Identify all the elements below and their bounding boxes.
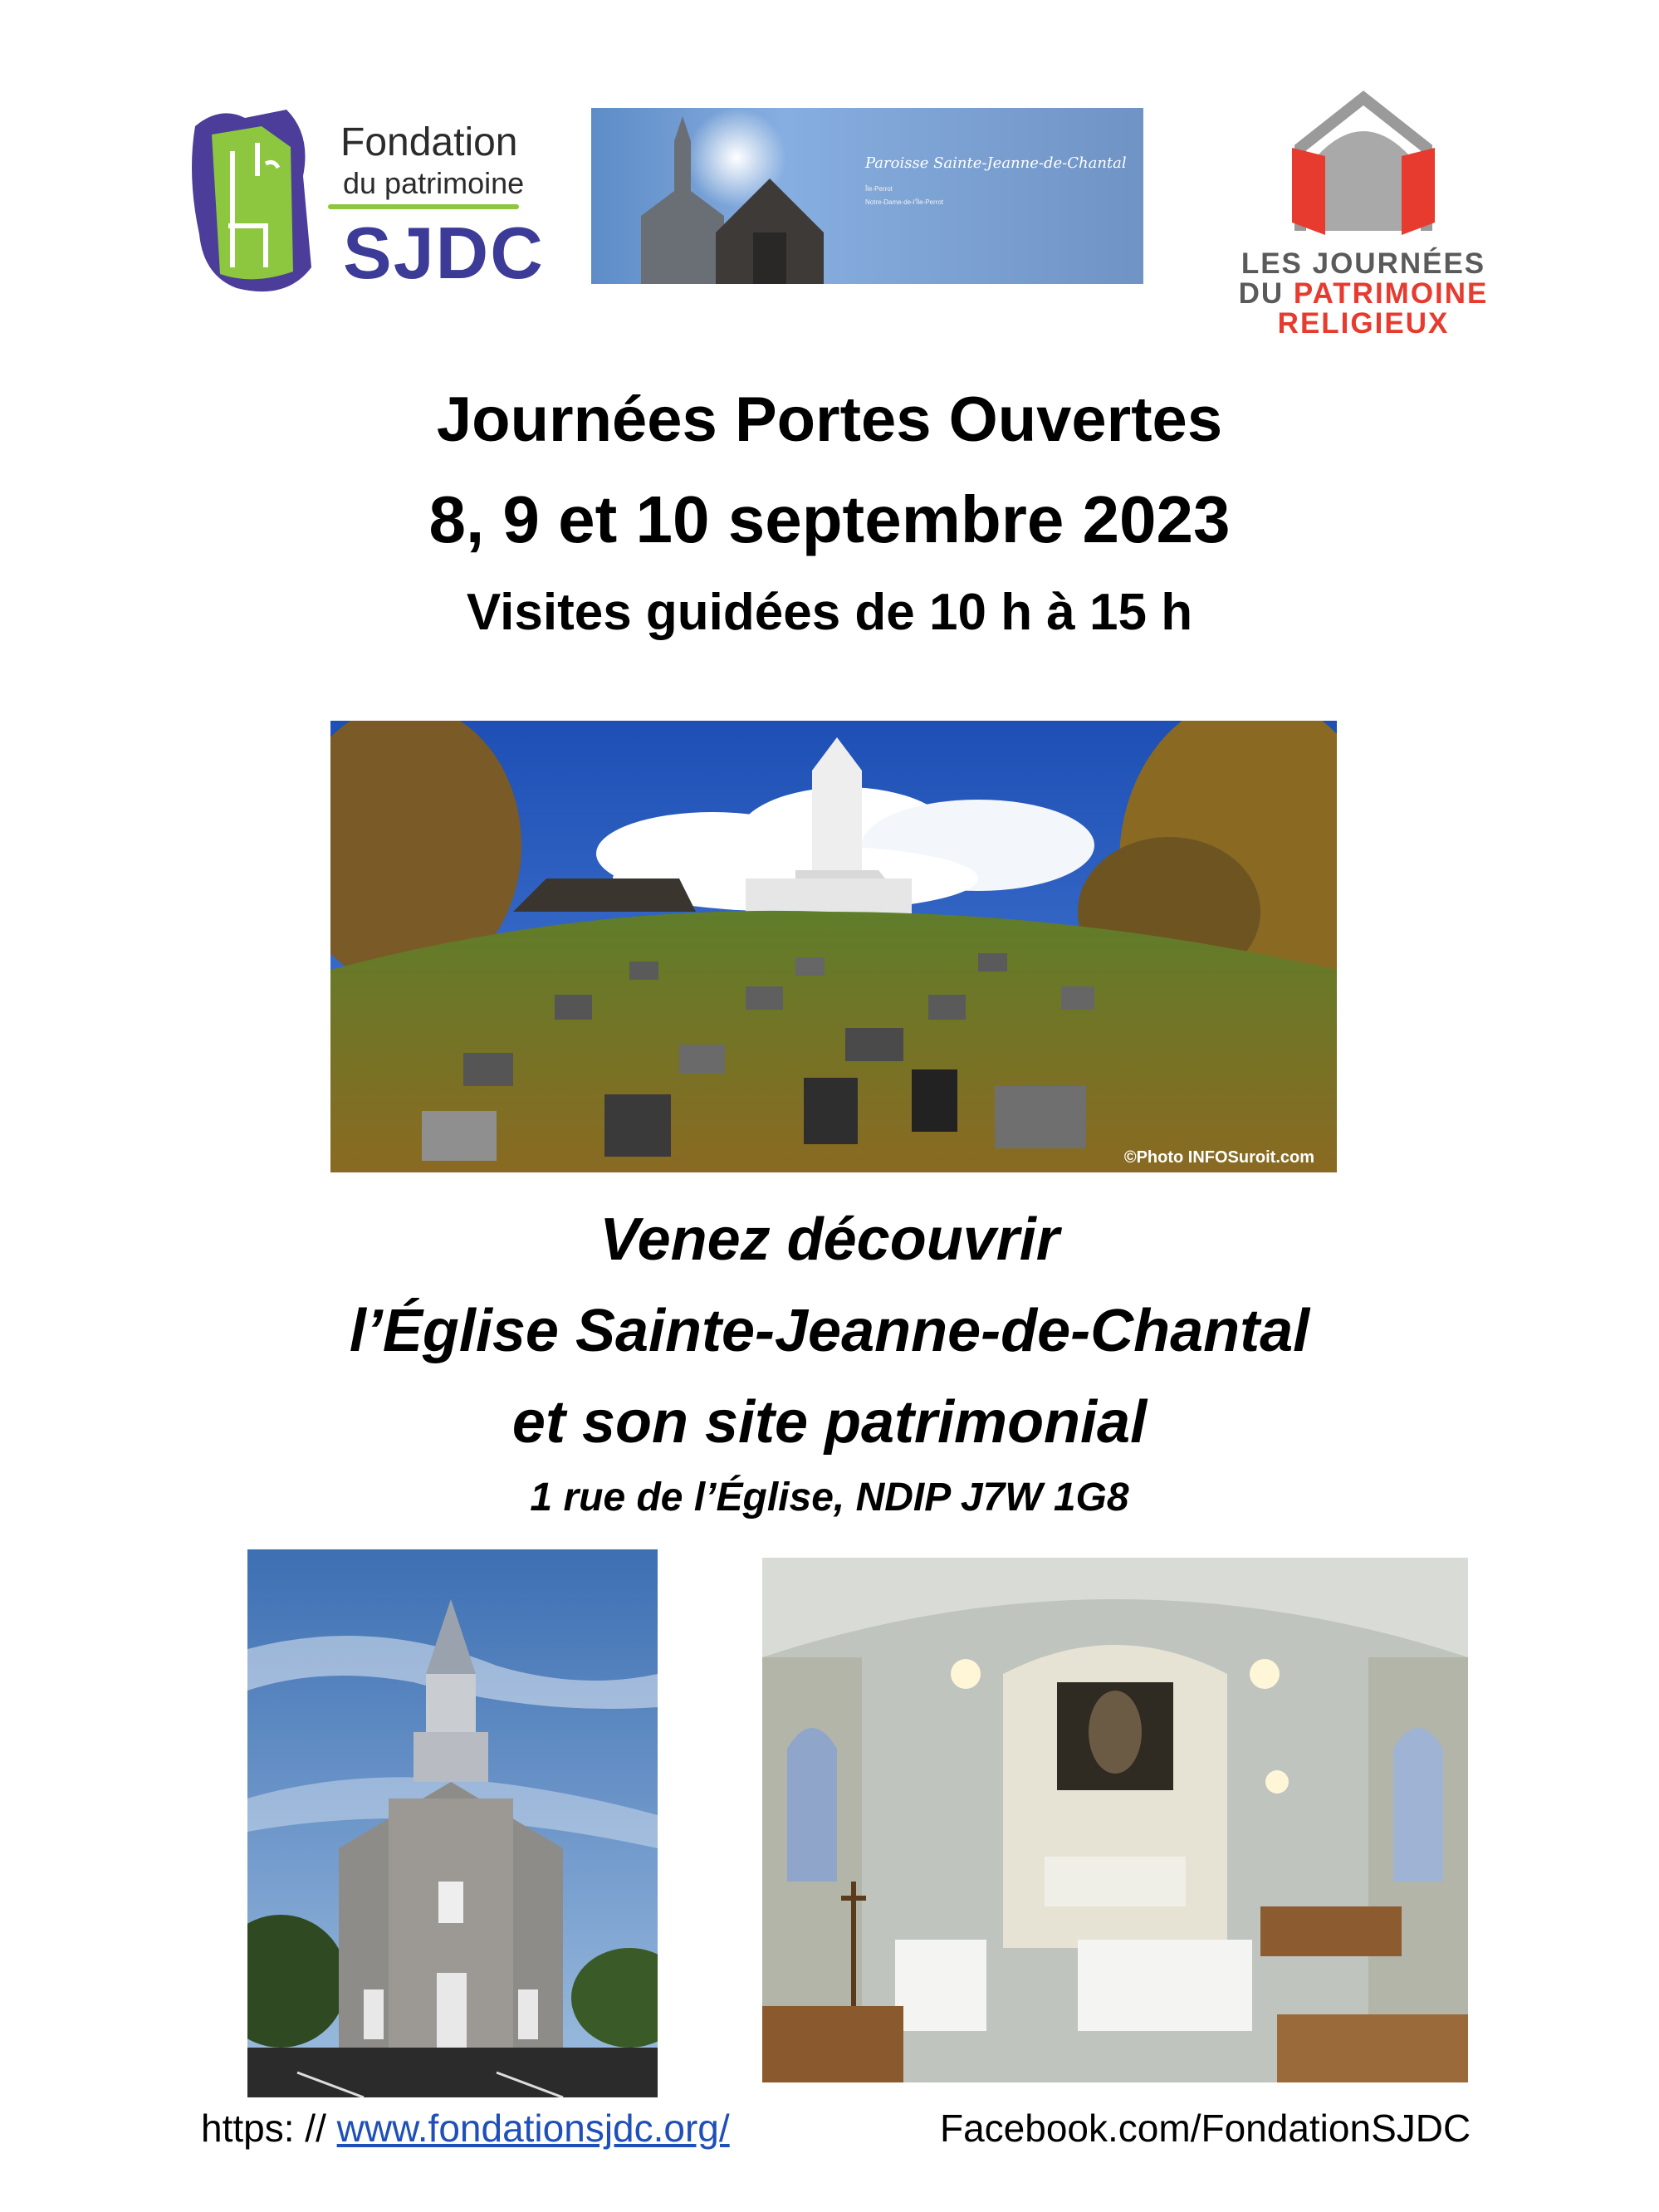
- footer-website: [201, 2106, 730, 2151]
- website-link[interactable]: www.fondationsjdc.org/: [336, 2107, 730, 2150]
- invitation-line2: l’Église Sainte-Jeanne-de-Chantal: [349, 1298, 1310, 1364]
- footer-web-prefix: https: //: [201, 2107, 337, 2150]
- fondation-sjdc-logo: [187, 101, 545, 309]
- banner-sub2: Notre-Dame-de-l'Île-Perrot: [865, 198, 943, 206]
- journees-patrimoine-logo: [1209, 90, 1518, 339]
- event-dates: 8, 9 et 10 septembre 2023: [428, 482, 1231, 556]
- journees-line2-du: DU: [1238, 277, 1294, 310]
- invitation-line3: et son site patrimonial: [511, 1389, 1148, 1456]
- event-title: Journées Portes Ouvertes: [436, 384, 1223, 455]
- journees-line1: LES JOURNÉES: [1241, 247, 1486, 280]
- cemetery-photo: [330, 721, 1337, 1172]
- footer-facebook: Facebook.com/FondationSJDC: [940, 2107, 1471, 2150]
- fondation-line2: du patrimoine: [343, 166, 525, 200]
- journees-line2: [1209, 277, 1518, 311]
- fondation-line1: Fondation: [340, 120, 518, 164]
- church-interior-image: [762, 1558, 1468, 2082]
- fondation-swoosh: [328, 204, 519, 209]
- church-exterior-image: [247, 1549, 658, 2097]
- church-door-icon: [1209, 90, 1518, 239]
- church-exterior-photo: [247, 1549, 658, 2097]
- journees-line2-patrimoine: PATRIMOINE: [1293, 277, 1489, 310]
- event-hours: Visites guidées de 10 h à 15 h: [466, 584, 1193, 641]
- cemetery-photo-credit: ©Photo INFOSuroit.com: [1123, 1148, 1314, 1167]
- invitation-address: 1 rue de l’Église, NDIP J7W 1G8: [530, 1475, 1129, 1520]
- paroisse-banner: [591, 108, 1143, 284]
- paroisse-banner-image: [591, 108, 1143, 284]
- invitation-line1: Venez découvrir: [599, 1206, 1060, 1273]
- cemetery-photo-image: [330, 721, 1337, 1172]
- journees-line3: RELIGIEUX: [1277, 307, 1450, 340]
- fondation-line3: SJDC: [343, 212, 545, 294]
- church-interior-photo: [762, 1558, 1468, 2082]
- banner-title: Paroisse Sainte-Jeanne-de-Chantal: [865, 154, 1127, 172]
- banner-sub1: Île-Perrot: [865, 185, 893, 193]
